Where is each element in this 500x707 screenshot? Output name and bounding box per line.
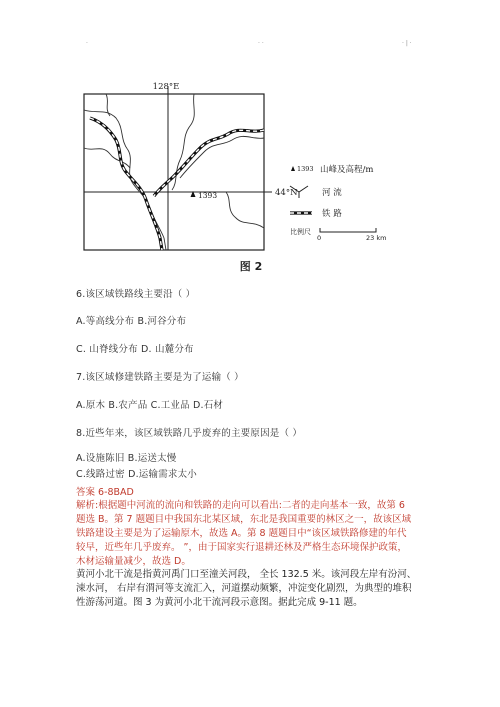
legend-scale-end: 23 km — [366, 234, 387, 242]
question-8-options-ab: A.设施陈旧 B.运送太慢 — [76, 453, 177, 464]
legend-peak-prefix: 1393 — [297, 165, 314, 173]
header-mark-right: · | · — [402, 40, 412, 47]
question-8-options-cd: C.线路过密 D.运输需求太小 — [76, 469, 198, 480]
figure-map — [76, 78, 426, 283]
longitude-label: 128°E — [152, 82, 180, 92]
legend-river-label: 河 流 — [322, 188, 342, 198]
railways — [90, 118, 264, 250]
question-8-stem: 8.近些年来，该区域铁路几乎废弃的主要原因是（ ） — [76, 428, 303, 439]
answer-label: 答案 6-8BAD — [76, 487, 134, 498]
rivers — [84, 94, 264, 250]
river-main — [84, 110, 166, 250]
analysis-text: 解析:根据题中河流的流向和铁路的走向可以看出:二者的走向基本一致，故第 6 题选 B。第 7 题题目中我国东北某区域，东北是我国重要的林区之一，故该区域铁路建设主要是为了运输原木，故选 A。第 8 题题目中“该区域铁路修建的年代较早，近些年几乎废弃。 ”，由于国家实行退耕还林及严格生态环境保护政策，木材运输量减少，故选 D。 — [76, 500, 412, 567]
passage-text: 黄河小北干流是指黄河禹门口至潼关河段， 全长 132.5 米。该河段左岸有汾河、涑水河， 右岸有渭河等支流汇入，河道摆动频繁，冲淀变化剧烈，为典型的堆积性游荡河道。图 3 为黄河小北干流河段示意图。据此完成 9-11 题。 — [76, 569, 417, 608]
figure-caption: 图 2 — [239, 260, 263, 273]
question-6-stem: 6.该区域铁路线主要沿（ ） — [76, 289, 196, 300]
header-mark-center: · · — [258, 40, 264, 47]
header-mark-left: · — [86, 40, 88, 47]
peak-label: 1393 — [198, 191, 218, 200]
map-svg — [76, 78, 426, 283]
question-6-options-cd: C. 山脊线分布 D. 山麓分布 — [76, 344, 194, 355]
question-7-stem: 7.该区域修建铁路主要是为了运输（ ） — [76, 372, 244, 383]
legend-peak-icon — [291, 166, 295, 171]
river-branch-southeast — [226, 192, 264, 228]
legend-railway-label: 铁 路 — [322, 209, 342, 219]
map-frame — [84, 94, 264, 250]
legend-scale-label: 比例尺 — [290, 228, 311, 236]
legend-peak-label: 山峰及高程/m — [320, 165, 374, 175]
question-6-options-ab: A.等高线分布 B.河谷分布 — [76, 316, 187, 327]
latitude-label: 44°N — [275, 188, 298, 198]
question-7-options: A.原木 B.农产品 C.工业品 D.石材 — [76, 400, 224, 411]
legend-scale-bar — [320, 228, 376, 232]
map-legend — [290, 164, 386, 242]
legend-scale-zero: 0 — [317, 234, 322, 242]
